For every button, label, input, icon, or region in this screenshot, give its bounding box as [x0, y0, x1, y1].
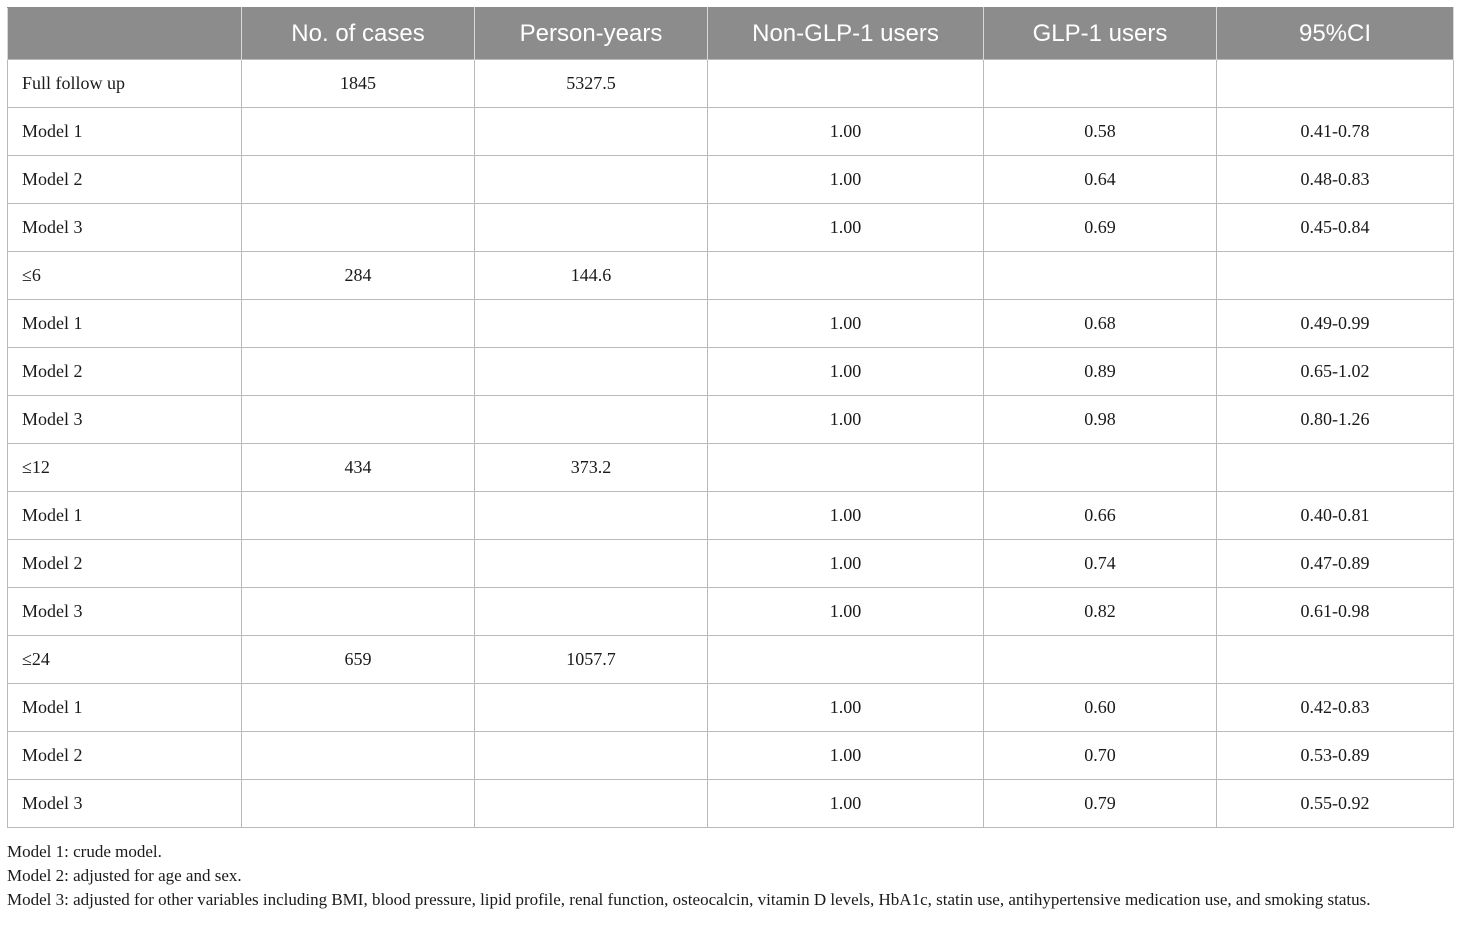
- cell-glp1: 0.68: [984, 300, 1217, 348]
- cell-person-years: [475, 684, 708, 732]
- cell-non-glp1: [708, 636, 984, 684]
- cell-cases: [242, 780, 475, 828]
- cell-person-years: [475, 492, 708, 540]
- table-row: [8, 60, 1454, 108]
- row-label: Model 1: [8, 684, 242, 732]
- row-label: Full follow up: [8, 60, 242, 108]
- table-row: [8, 588, 1454, 636]
- cell-person-years: 373.2: [475, 444, 708, 492]
- cell-ci: [1217, 444, 1454, 492]
- footnote-model-1: Model 1: crude model.: [7, 842, 162, 861]
- table-row: [8, 252, 1454, 300]
- header-cell-ci: 95%CI: [1217, 8, 1454, 60]
- cell-non-glp1: 1.00: [708, 300, 984, 348]
- cell-ci: 0.65-1.02: [1217, 348, 1454, 396]
- row-label: Model 3: [8, 588, 242, 636]
- cell-person-years: [475, 540, 708, 588]
- footnote-model-2: Model 2: adjusted for age and sex.: [7, 866, 242, 885]
- cell-person-years: 1057.7: [475, 636, 708, 684]
- cell-cases: [242, 396, 475, 444]
- cell-glp1: [984, 444, 1217, 492]
- table-row: [8, 444, 1454, 492]
- table-body: [8, 60, 1454, 828]
- row-label: Model 2: [8, 540, 242, 588]
- cell-person-years: [475, 300, 708, 348]
- cell-cases: 659: [242, 636, 475, 684]
- table-row: [8, 348, 1454, 396]
- cell-non-glp1: 1.00: [708, 396, 984, 444]
- row-label: Model 2: [8, 732, 242, 780]
- cell-non-glp1: 1.00: [708, 492, 984, 540]
- cell-ci: [1217, 252, 1454, 300]
- header-cell-person-years: Person-years: [475, 8, 708, 60]
- header-cell-label: [8, 8, 242, 60]
- header-cell-non-glp1: Non-GLP-1 users: [708, 8, 984, 60]
- cell-ci: [1217, 60, 1454, 108]
- table-footnotes: [7, 840, 1453, 912]
- cell-glp1: 0.66: [984, 492, 1217, 540]
- cell-glp1: 0.70: [984, 732, 1217, 780]
- cell-cases: [242, 348, 475, 396]
- cell-person-years: [475, 156, 708, 204]
- cell-cases: 434: [242, 444, 475, 492]
- results-table-container: [7, 7, 1453, 828]
- cell-person-years: [475, 204, 708, 252]
- cell-cases: [242, 732, 475, 780]
- cell-non-glp1: 1.00: [708, 732, 984, 780]
- cell-glp1: 0.79: [984, 780, 1217, 828]
- cell-glp1: 0.89: [984, 348, 1217, 396]
- footnote-model-3: Model 3: adjusted for other variables including BMI, blood pressure, lipid profile, renal function, osteocalcin, vitamin D levels, HbA1c, statin use, antihypertensive medication use, and smoking status.: [7, 890, 1371, 909]
- cell-ci: 0.53-0.89: [1217, 732, 1454, 780]
- cell-cases: [242, 108, 475, 156]
- results-table: [7, 7, 1454, 828]
- cell-person-years: 5327.5: [475, 60, 708, 108]
- cell-cases: [242, 492, 475, 540]
- cell-ci: 0.80-1.26: [1217, 396, 1454, 444]
- cell-glp1: 0.60: [984, 684, 1217, 732]
- table-row: [8, 204, 1454, 252]
- row-label: Model 2: [8, 348, 242, 396]
- cell-non-glp1: 1.00: [708, 780, 984, 828]
- cell-cases: [242, 540, 475, 588]
- table-row: [8, 780, 1454, 828]
- cell-ci: 0.41-0.78: [1217, 108, 1454, 156]
- cell-glp1: [984, 252, 1217, 300]
- cell-non-glp1: [708, 60, 984, 108]
- table-header-row: [8, 8, 1454, 60]
- cell-cases: [242, 156, 475, 204]
- row-label: Model 3: [8, 396, 242, 444]
- table-row: [8, 732, 1454, 780]
- row-label: ≤12: [8, 444, 242, 492]
- row-label: Model 3: [8, 780, 242, 828]
- header-cell-cases: No. of cases: [242, 8, 475, 60]
- cell-ci: 0.55-0.92: [1217, 780, 1454, 828]
- table-row: [8, 636, 1454, 684]
- cell-glp1: 0.69: [984, 204, 1217, 252]
- cell-glp1: 0.64: [984, 156, 1217, 204]
- cell-ci: 0.49-0.99: [1217, 300, 1454, 348]
- cell-non-glp1: 1.00: [708, 588, 984, 636]
- cell-ci: 0.48-0.83: [1217, 156, 1454, 204]
- table-row: [8, 540, 1454, 588]
- row-label: ≤24: [8, 636, 242, 684]
- row-label: Model 1: [8, 300, 242, 348]
- cell-non-glp1: 1.00: [708, 156, 984, 204]
- cell-ci: 0.42-0.83: [1217, 684, 1454, 732]
- cell-ci: [1217, 636, 1454, 684]
- cell-glp1: 0.74: [984, 540, 1217, 588]
- cell-ci: 0.40-0.81: [1217, 492, 1454, 540]
- row-label: ≤6: [8, 252, 242, 300]
- row-label: Model 3: [8, 204, 242, 252]
- cell-glp1: [984, 636, 1217, 684]
- cell-person-years: [475, 780, 708, 828]
- cell-cases: [242, 300, 475, 348]
- cell-non-glp1: [708, 444, 984, 492]
- cell-non-glp1: 1.00: [708, 684, 984, 732]
- table-row: [8, 300, 1454, 348]
- row-label: Model 1: [8, 108, 242, 156]
- table-row: [8, 684, 1454, 732]
- cell-person-years: [475, 732, 708, 780]
- cell-non-glp1: 1.00: [708, 348, 984, 396]
- cell-glp1: 0.82: [984, 588, 1217, 636]
- cell-non-glp1: [708, 252, 984, 300]
- cell-person-years: [475, 588, 708, 636]
- table-row: [8, 108, 1454, 156]
- cell-non-glp1: 1.00: [708, 540, 984, 588]
- table-row: [8, 492, 1454, 540]
- cell-non-glp1: 1.00: [708, 204, 984, 252]
- table-row: [8, 396, 1454, 444]
- cell-non-glp1: 1.00: [708, 108, 984, 156]
- cell-cases: [242, 204, 475, 252]
- cell-ci: 0.61-0.98: [1217, 588, 1454, 636]
- cell-person-years: [475, 108, 708, 156]
- cell-cases: 284: [242, 252, 475, 300]
- cell-person-years: 144.6: [475, 252, 708, 300]
- cell-glp1: 0.98: [984, 396, 1217, 444]
- row-label: Model 2: [8, 156, 242, 204]
- cell-ci: 0.47-0.89: [1217, 540, 1454, 588]
- cell-person-years: [475, 396, 708, 444]
- cell-glp1: [984, 60, 1217, 108]
- cell-cases: [242, 684, 475, 732]
- cell-ci: 0.45-0.84: [1217, 204, 1454, 252]
- row-label: Model 1: [8, 492, 242, 540]
- cell-person-years: [475, 348, 708, 396]
- cell-glp1: 0.58: [984, 108, 1217, 156]
- table-row: [8, 156, 1454, 204]
- cell-cases: [242, 588, 475, 636]
- cell-cases: 1845: [242, 60, 475, 108]
- header-cell-glp1: GLP-1 users: [984, 8, 1217, 60]
